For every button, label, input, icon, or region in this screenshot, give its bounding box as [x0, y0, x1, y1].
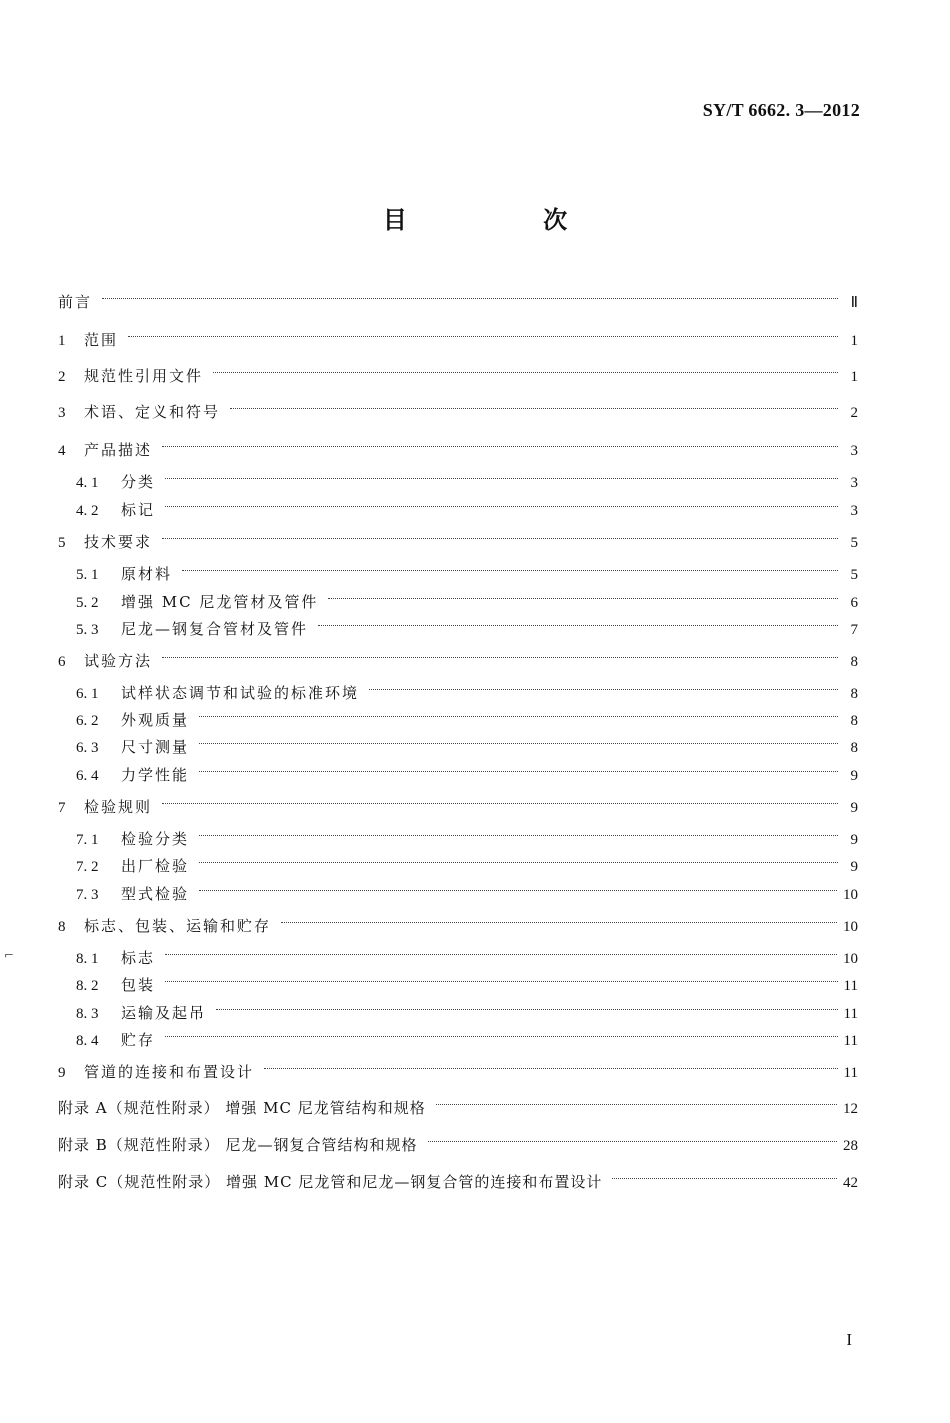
entry-number: 8. 1: [76, 951, 99, 967]
toc-subentry[interactable]: [76, 762, 858, 788]
entry-label: 管道的连接和布置设计: [84, 1063, 255, 1081]
entry-number: 8. 3: [76, 1006, 99, 1022]
scan-mark: ⌐: [4, 948, 15, 962]
entry-label: 附录 A（规范性附录） 增强 MC 尼龙管结构和规格: [58, 1099, 426, 1117]
toc-entry-appendix-a[interactable]: [58, 1095, 858, 1121]
toc-subentry[interactable]: [76, 497, 858, 523]
entry-number: 7. 3: [76, 887, 99, 903]
toc-entry[interactable]: [58, 363, 858, 389]
entry-page: 9: [850, 859, 858, 875]
entry-number: 7. 2: [76, 859, 99, 875]
entry-label: 产品描述: [84, 441, 153, 459]
leader-dots: [199, 743, 838, 744]
entry-page: 42: [843, 1175, 858, 1191]
entry-number: 1: [58, 333, 66, 349]
leader-dots: [436, 1104, 837, 1105]
leader-dots: [165, 506, 838, 507]
toc-subentry[interactable]: [76, 853, 858, 879]
toc-subentry[interactable]: [76, 734, 858, 760]
entry-label: 范围: [84, 331, 119, 349]
toc-entry-appendix-b[interactable]: [58, 1132, 858, 1158]
entry-page: 9: [850, 832, 858, 848]
leader-dots: [128, 336, 838, 337]
leader-dots: [162, 446, 838, 447]
document-code: SY/T 6662. 3—2012: [702, 100, 860, 120]
entry-page: 11: [843, 1006, 858, 1022]
toc-subentry[interactable]: [76, 680, 858, 706]
entry-number: 5. 1: [76, 567, 99, 583]
toc-entry[interactable]: [58, 1059, 858, 1085]
leader-dots: [369, 689, 838, 690]
leader-dots: [199, 862, 838, 863]
entry-number: 8. 4: [76, 1033, 99, 1049]
entry-label: 贮存: [121, 1031, 156, 1049]
entry-label: 附录 B（规范性附录） 尼龙—钢复合管结构和规格: [58, 1136, 418, 1154]
entry-number: 4. 1: [76, 475, 99, 491]
entry-page: 10: [843, 919, 858, 935]
entry-page: 10: [843, 887, 858, 903]
entry-number: 4. 2: [76, 503, 99, 519]
toc-subentry[interactable]: [76, 589, 858, 615]
leader-dots: [162, 657, 838, 658]
entry-number: 5: [58, 535, 66, 551]
leader-dots: [612, 1178, 837, 1179]
toc-entry[interactable]: [58, 794, 858, 820]
entry-page: 7: [850, 622, 858, 638]
entry-number: 2: [58, 369, 66, 385]
leader-dots: [199, 890, 837, 891]
toc-subentry[interactable]: [76, 1000, 858, 1026]
entry-page: 12: [843, 1101, 858, 1117]
toc-subentry[interactable]: [76, 1027, 858, 1053]
leader-dots: [199, 771, 838, 772]
entry-label: 标志、包装、运输和贮存: [84, 917, 272, 935]
leader-dots: [318, 625, 838, 626]
leader-dots: [199, 716, 838, 717]
entry-label: 原材料: [121, 565, 173, 583]
entry-number: 6: [58, 654, 66, 670]
leader-dots: [102, 298, 838, 299]
leader-dots: [162, 538, 838, 539]
entry-page: 8: [850, 686, 858, 702]
entry-page: 2: [850, 405, 858, 421]
leader-dots: [213, 372, 838, 373]
entry-label: 增强 MC 尼龙管材及管件: [121, 593, 319, 611]
entry-page: 11: [843, 978, 858, 994]
entry-label: 标志: [121, 949, 156, 967]
toc-subentry[interactable]: [76, 616, 858, 642]
toc-entry[interactable]: [58, 529, 858, 555]
entry-page: 8: [850, 713, 858, 729]
entry-label: 尼龙—钢复合管材及管件: [121, 620, 309, 638]
entry-number: 8: [58, 919, 66, 935]
entry-label: 外观质量: [121, 711, 190, 729]
toc-entry[interactable]: [58, 327, 858, 353]
entry-label: 分类: [121, 473, 156, 491]
page-number: I: [846, 1330, 852, 1349]
toc-subentry[interactable]: [76, 826, 858, 852]
entry-label: 术语、定义和符号: [84, 403, 221, 421]
entry-label: 检验规则: [84, 798, 153, 816]
toc-entry[interactable]: [58, 648, 858, 674]
entry-label: 标记: [121, 501, 156, 519]
entry-page: 11: [843, 1033, 858, 1049]
leader-dots: [182, 570, 838, 571]
entry-page: Ⅱ: [850, 295, 858, 311]
entry-label: 力学性能: [121, 766, 190, 784]
toc-subentry[interactable]: [76, 707, 858, 733]
entry-page: 1: [850, 333, 858, 349]
entry-number: 5. 3: [76, 622, 99, 638]
toc-entry-foreword[interactable]: [58, 289, 858, 315]
entry-number: 3: [58, 405, 66, 421]
toc-subentry[interactable]: [76, 561, 858, 587]
entry-label: 前言: [58, 293, 93, 311]
entry-page: 5: [850, 535, 858, 551]
entry-number: 9: [58, 1065, 66, 1081]
leader-dots: [428, 1141, 837, 1142]
entry-page: 3: [850, 443, 858, 459]
toc-subentry[interactable]: [76, 469, 858, 495]
entry-page: 6: [850, 595, 858, 611]
entry-label: 尺寸测量: [121, 738, 190, 756]
leader-dots: [165, 1036, 838, 1037]
leader-dots: [165, 981, 838, 982]
toc-entry[interactable]: [58, 399, 858, 425]
entry-number: 7. 1: [76, 832, 99, 848]
entry-page: 9: [850, 768, 858, 784]
entry-page: 3: [850, 475, 858, 491]
entry-number: 6. 1: [76, 686, 99, 702]
entry-page: 8: [850, 740, 858, 756]
leader-dots: [264, 1068, 838, 1069]
leader-dots: [165, 478, 838, 479]
entry-page: 5: [850, 567, 858, 583]
entry-label: 试样状态调节和试验的标准环境: [121, 684, 360, 702]
leader-dots: [162, 803, 838, 804]
entry-label: 技术要求: [84, 533, 153, 551]
entry-number: 7: [58, 800, 66, 816]
entry-number: 6. 2: [76, 713, 99, 729]
entry-label: 包装: [121, 976, 156, 994]
entry-number: 4: [58, 443, 66, 459]
toc-subentry[interactable]: [76, 972, 858, 998]
entry-label: 检验分类: [121, 830, 190, 848]
toc-entry[interactable]: [58, 913, 858, 939]
entry-number: 8. 2: [76, 978, 99, 994]
entry-page: 8: [850, 654, 858, 670]
entry-label: 规范性引用文件: [84, 367, 204, 385]
entry-page: 3: [850, 503, 858, 519]
entry-number: 6. 3: [76, 740, 99, 756]
leader-dots: [199, 835, 838, 836]
leader-dots: [328, 598, 838, 599]
entry-page: 10: [843, 951, 858, 967]
leader-dots: [230, 408, 838, 409]
toc-subentry[interactable]: [76, 881, 858, 907]
entry-label: 试验方法: [84, 652, 153, 670]
toc-subentry[interactable]: [76, 945, 858, 971]
entry-page: 9: [850, 800, 858, 816]
entry-number: 6. 4: [76, 768, 99, 784]
toc-entry-appendix-c[interactable]: [58, 1169, 858, 1195]
leader-dots: [165, 954, 837, 955]
leader-dots: [216, 1009, 838, 1010]
entry-number: 5. 2: [76, 595, 99, 611]
toc-title: 目 次: [382, 206, 632, 234]
entry-label: 运输及起吊: [121, 1004, 207, 1022]
entry-label: 出厂检验: [121, 857, 190, 875]
leader-dots: [281, 922, 837, 923]
entry-label: 附录 C（规范性附录） 增强 MC 尼龙管和尼龙—钢复合管的连接和布置设计: [58, 1173, 603, 1191]
entry-page: 1: [850, 369, 858, 385]
entry-page: 28: [843, 1138, 858, 1154]
entry-label: 型式检验: [121, 885, 190, 903]
toc-entry[interactable]: [58, 437, 858, 463]
entry-page: 11: [843, 1065, 858, 1081]
